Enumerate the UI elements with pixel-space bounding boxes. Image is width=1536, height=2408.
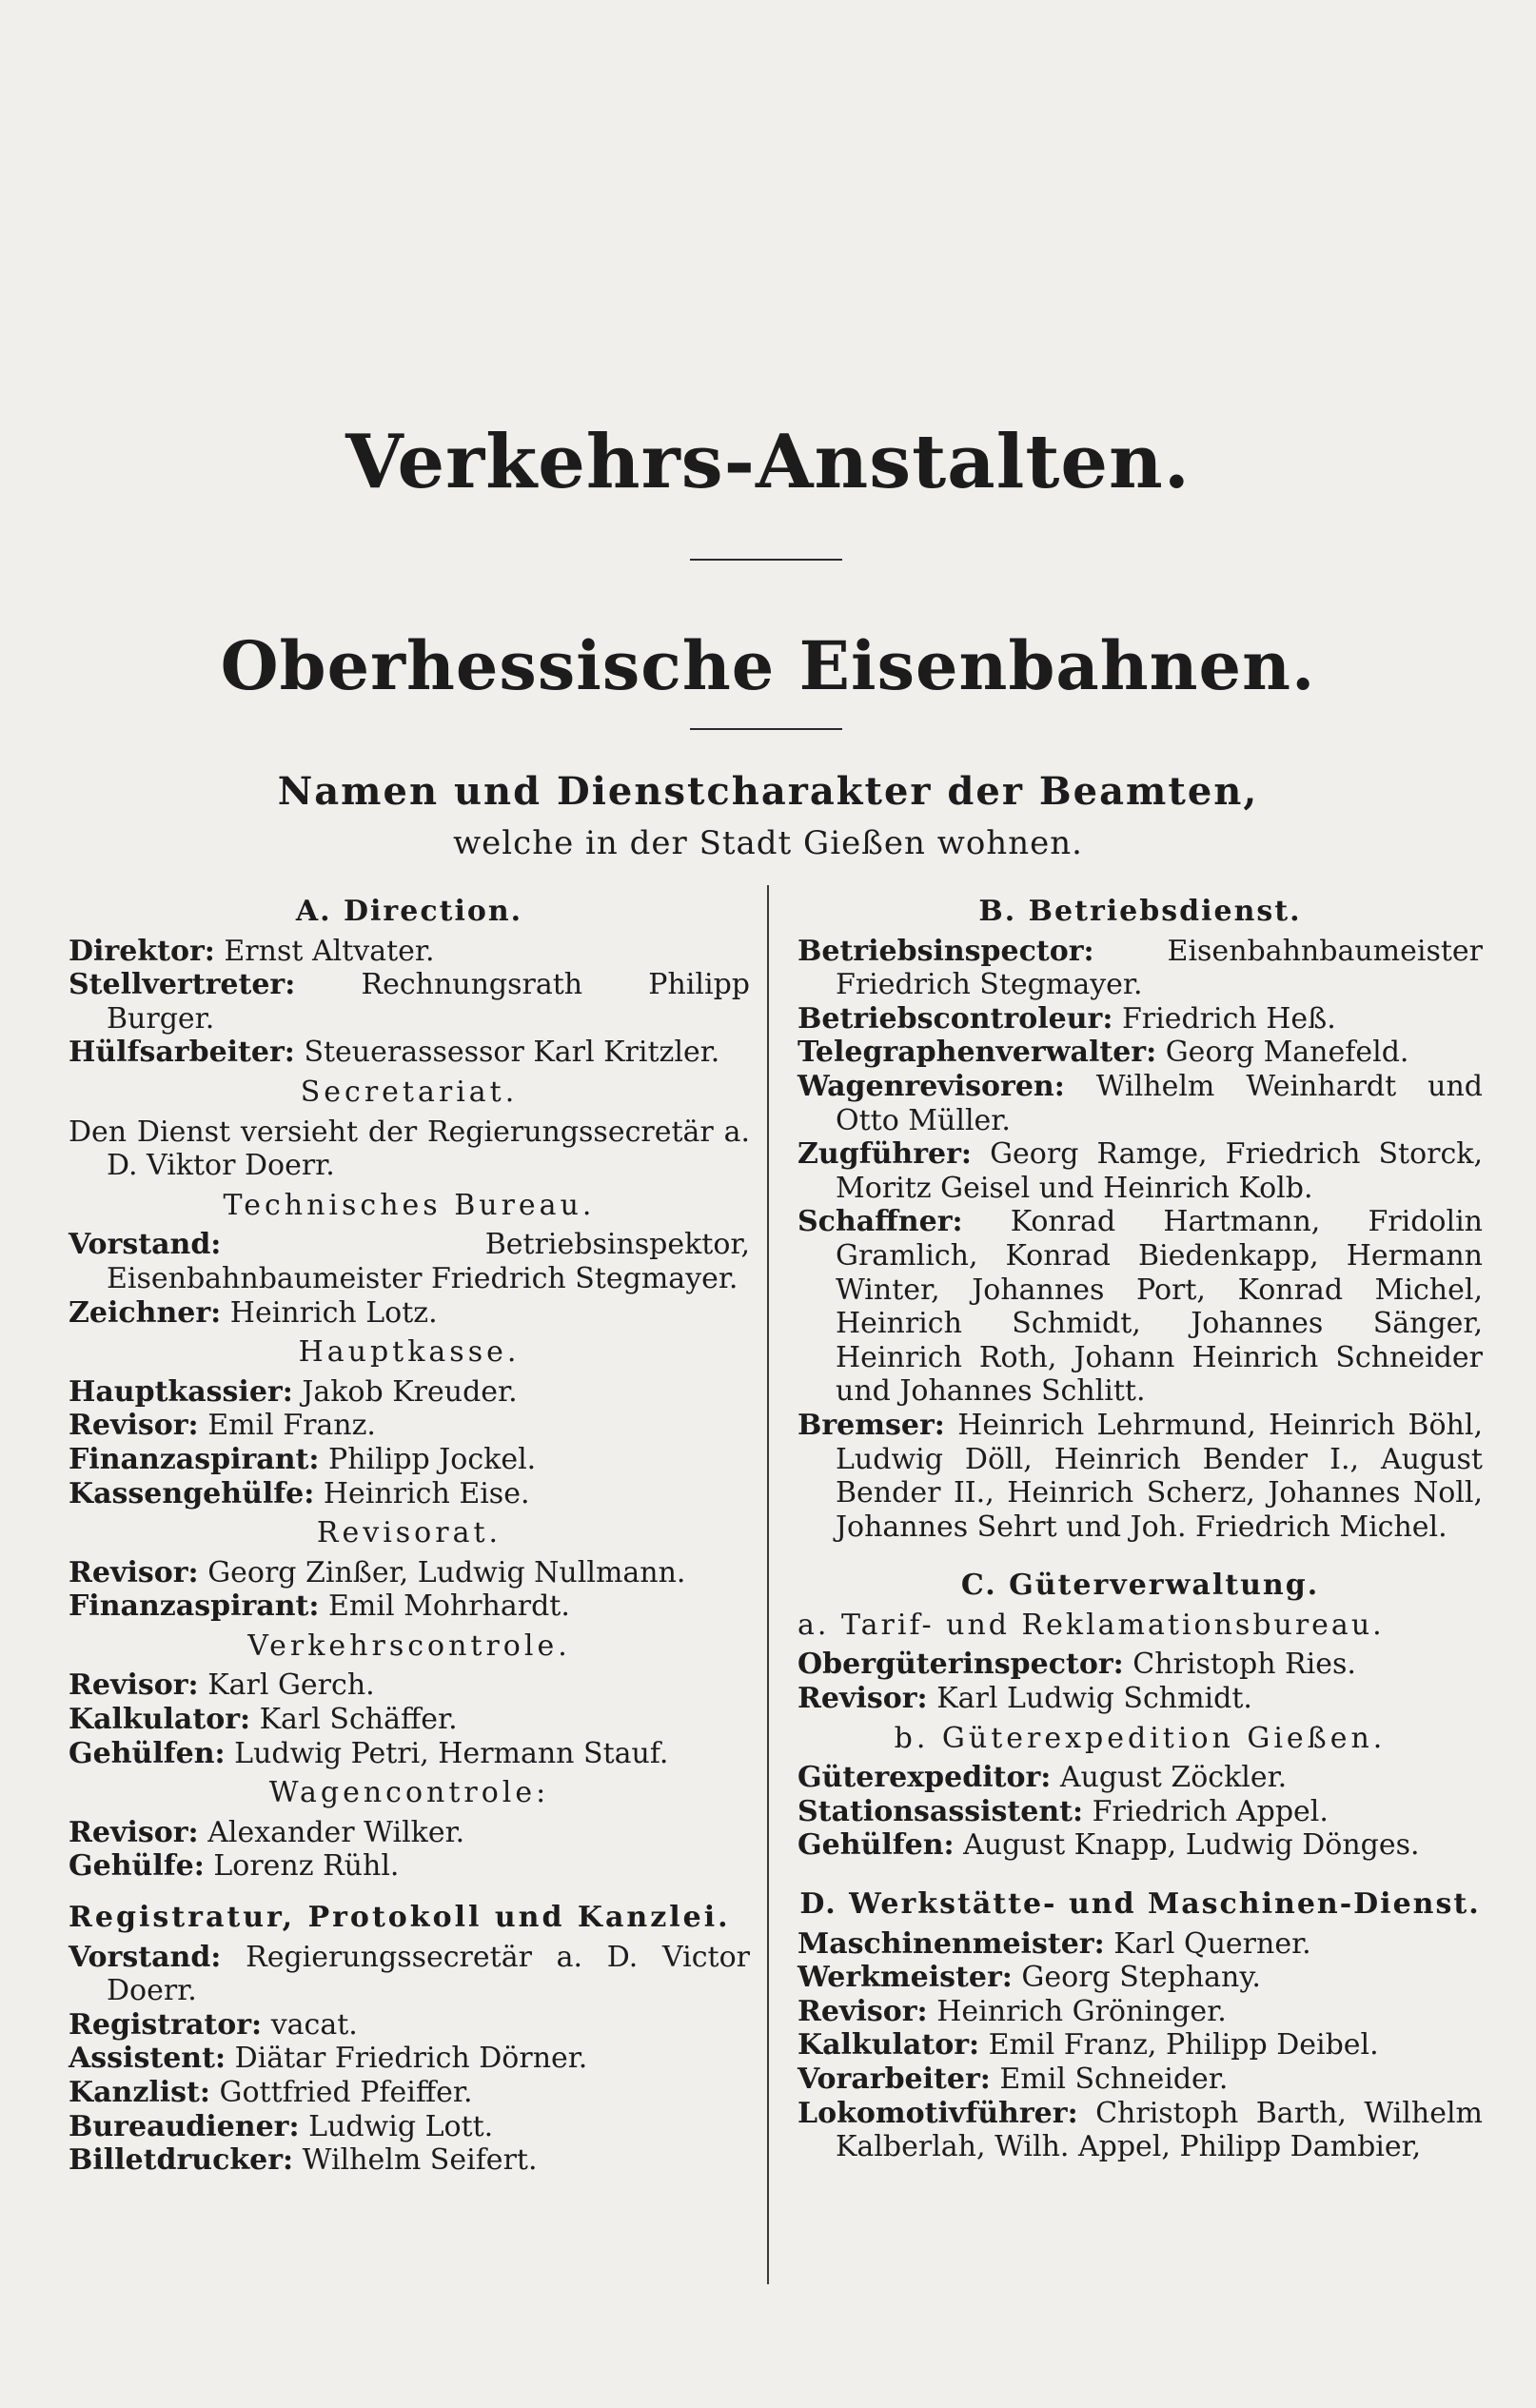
list-item: Kalkulator: Karl Schäffer.	[69, 1703, 458, 1737]
list-item: Schaffner: Konrad Hartmann, Fridolin Gramlich, Konrad Biedenkapp, Hermann Winter, Johannes Port, Konrad Michel, Heinrich Schmidt, Johannes Sänger, Heinrich Roth, Johann Heinrich Schneider und Johannes Schlitt.	[798, 1205, 1483, 1409]
revisorat-title: Revisorat.	[316, 1516, 502, 1550]
list-item: Gehülfen: August Knapp, Ludwig Dönges.	[798, 1828, 1420, 1863]
list-item: Revisor: Georg Zinßer, Ludwig Nullmann.	[69, 1555, 686, 1589]
registratur-title: Registratur, Protokoll und Kanzlei.	[69, 1901, 731, 1935]
list-item: Gehülfe: Lorenz Rühl.	[69, 1849, 400, 1884]
list-item: Vorstand: Betriebsinspektor, Eisenbahnbaumeister Friedrich Stegmayer.	[69, 1228, 750, 1295]
list-item: Gehülfen: Ludwig Petri, Hermann Stauf.	[69, 1736, 669, 1770]
list-item: Wagenrevisoren: Wilhelm Weinhardt und Otto Müller.	[798, 1069, 1483, 1137]
list-item: Revisor: Karl Ludwig Schmidt.	[798, 1682, 1252, 1716]
secretariat-title: Secretariat.	[300, 1075, 519, 1109]
list-item: Registrator: vacat.	[69, 2007, 358, 2042]
right-column	[798, 891, 1483, 2164]
column-divider	[767, 885, 769, 2284]
list-item: Zugführer: Georg Ramge, Friedrich Storck, Moritz Geisel und Heinrich Kolb.	[798, 1137, 1483, 1205]
verkehrscontrole-title: Verkehrscontrole.	[247, 1628, 571, 1663]
list-item: Maschinenmeister: Karl Querner.	[798, 1926, 1311, 1961]
section-b-title: B. Betriebsdienst.	[978, 895, 1302, 928]
wagencontrole-title: Wagencontrole:	[268, 1776, 550, 1810]
list-item: Bremser: Heinrich Lehrmund, Heinrich Böhl, Ludwig Döll, Heinrich Bender I., August Bender II., Heinrich Scherz, Johannes Noll, Johannes Sehrt und Joh. Friedrich Michel.	[798, 1408, 1483, 1544]
list-item: Kassengehülfe: Heinrich Eise.	[69, 1476, 530, 1510]
where-heading: welche in der Stadt Gießen wohnen.	[453, 824, 1083, 862]
section-a-title: A. Direction.	[295, 895, 523, 928]
list-item: Stationsassistent: Friedrich Appel.	[798, 1794, 1329, 1828]
secretariat-text: Den Dienst versieht der Regierungssecretär a. D. Viktor Doerr.	[69, 1115, 750, 1183]
list-item: Kanzlist: Gottfried Pfeiffer.	[69, 2076, 473, 2109]
section-c-title: C. Güterverwaltung.	[960, 1569, 1320, 1603]
list-item: Assistent: Diätar Friedrich Dörner.	[69, 2042, 588, 2076]
list-item: Hauptkassier: Jakob Kreuder.	[69, 1374, 518, 1409]
list-item: Revisor: Emil Franz.	[69, 1409, 376, 1443]
tech-bureau-title: Technisches Bureau.	[223, 1188, 596, 1222]
list-item: Telegraphenverwalter: Georg Manefeld.	[798, 1036, 1409, 1070]
names-heading: Namen und Dienstcharakter der Beamten,	[277, 769, 1259, 814]
list-item: Revisor: Heinrich Gröninger.	[798, 1994, 1227, 2028]
list-item: Revisor: Alexander Wilker.	[69, 1815, 465, 1849]
list-item: Vorstand: Regierungssecretär a. D. Victor Doerr.	[69, 1940, 750, 2008]
list-item: Werkmeister: Georg Stephany.	[798, 1961, 1261, 1995]
list-item: Obergüterinspector: Christoph Ries.	[798, 1648, 1356, 1682]
list-item: Kalkulator: Emil Franz, Philipp Deibel.	[798, 2028, 1379, 2063]
main-title: Verkehrs-Anstalten.	[345, 419, 1191, 505]
subtitle-divider	[690, 728, 842, 730]
list-item: Lokomotivführer: Christoph Barth, Wilhelm Kalberlah, Wilh. Appel, Philipp Dambier,	[798, 2096, 1483, 2164]
list-item: Revisor: Karl Gerch.	[69, 1668, 375, 1703]
list-item: Finanzaspirant: Philipp Jockel.	[69, 1442, 537, 1476]
list-item: Vorarbeiter: Emil Schneider.	[798, 2063, 1229, 2096]
list-item: Billetdrucker: Wilhelm Seifert.	[69, 2143, 538, 2178]
left-column	[69, 891, 750, 2178]
tarif-bureau-title: a. Tarif- und Reklamationsbureau.	[798, 1608, 1385, 1642]
list-item: Finanzaspirant: Emil Mohrhardt.	[69, 1589, 570, 1624]
sub-title: Oberhessische Eisenbahnen.	[220, 626, 1316, 705]
list-item: Betriebscontroleur: Friedrich Heß.	[798, 1001, 1336, 1036]
hauptkasse-title: Hauptkasse.	[298, 1335, 521, 1370]
gueterexpedition-title: b. Güterexpedition Gießen.	[894, 1721, 1387, 1755]
section-d-title: D. Werkstätte- und Maschinen-Dienst.	[799, 1887, 1481, 1922]
list-item: Bureaudiener: Ludwig Lott.	[69, 2109, 494, 2143]
list-item: Güterexpeditor: August Zöckler.	[798, 1761, 1288, 1795]
list-item: Zeichner: Heinrich Lotz.	[69, 1295, 438, 1330]
title-divider	[690, 559, 842, 561]
list-item: Direktor: Ernst Altvater.	[69, 934, 435, 968]
list-item: Betriebsinspector: Eisenbahnbaumeister Friedrich Stegmayer.	[798, 934, 1483, 1002]
list-item: Hülfsarbeiter: Steuerassessor Karl Kritzler.	[69, 1036, 720, 1070]
list-item: Stellvertreter: Rechnungsrath Philipp Burger.	[69, 968, 750, 1036]
